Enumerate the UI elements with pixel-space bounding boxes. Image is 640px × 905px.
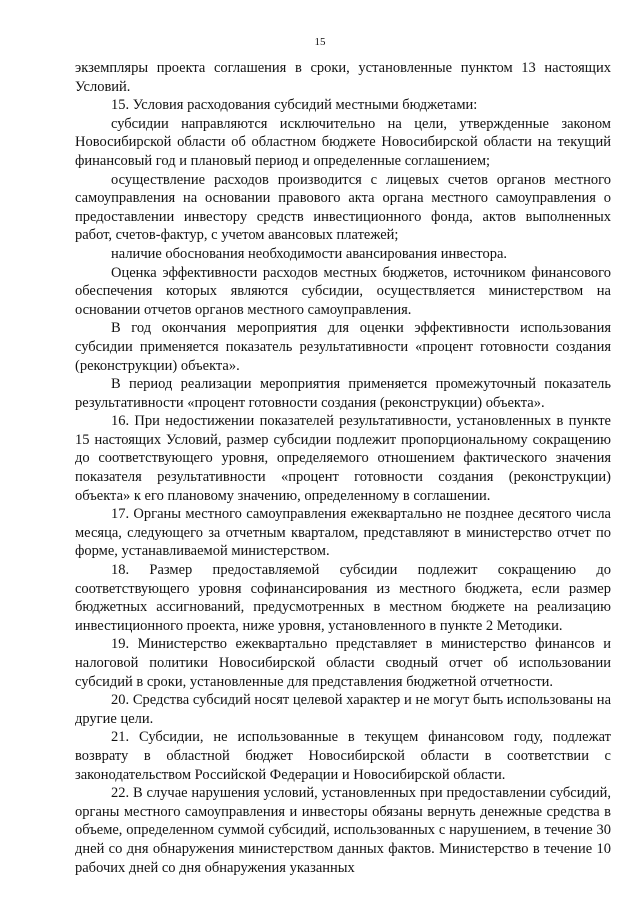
paragraph-item-15-heading: 15. Условия расходования субсидий местными бюджетами: <box>111 97 478 114</box>
paragraph-subsidy-purpose: субсидии направляются исключительно на цели, утвержденные законом Новосибирской области об областном бюджете Новосибирской области на текущий финансовый год и плановый период и определенные соглашением; <box>75 115 611 169</box>
paragraph-item-20: 20. Средства субсидий носят целевой характер и не могут быть использованы на другие цели. <box>75 692 611 727</box>
paragraph-efficiency-evaluation: Оценка эффективности расходов местных бюджетов, источником финансового обеспечения которых являются субсидии, осуществляется министерством на основании отчетов органов местного самоуправления. <box>75 264 611 318</box>
paragraph-interim-indicator: В период реализации мероприятия применяется промежуточный показатель результативности «процент готовности создания (реконструкции) объекта». <box>75 376 611 411</box>
document-body <box>75 59 611 877</box>
paragraph-item-21: 21. Субсидии, не использованные в текущем финансовом году, подлежат возврату в областной бюджет Новосибирской области в соответствии с законодательством Российской Федерации и Новосибирской области. <box>75 729 611 783</box>
page-number: 15 <box>314 36 326 48</box>
paragraph-continuation: экземпляры проекта соглашения в сроки, установленные пунктом 13 настоящих Условий. <box>75 60 611 95</box>
paragraph-item-16: 16. При недостижении показателей результативности, установленных в пункте 15 настоящих Условий, размер субсидии подлежит пропорциональному сокращению до соответствующего уровня, определяемого отношением фактического значения показателя результативности «процент готовности создания (реконструкции) объекта» к его плановому значению, определенному в соглашении. <box>75 413 611 504</box>
paragraph-item-19: 19. Министерство ежеквартально представляет в министерство финансов и налоговой политики Новосибирской области сводный отчет об использовании субсидий в сроки, установленные для представления бюджетной отчетности. <box>75 636 611 690</box>
paragraph-item-17: 17. Органы местного самоуправления ежеквартально не позднее десятого числа месяца, следующего за отчетным кварталом, представляют в министерство отчет по форме, устанавливаемой министерством. <box>75 506 611 560</box>
paragraph-advance-justification: наличие обоснования необходимости авансирования инвестора. <box>111 245 508 262</box>
paragraph-item-18: 18. Размер предоставляемой субсидии подлежит сокращению до соответствующего уровня софинансирования из местного бюджета, если размер бюджетных ассигнований, предусмотренных в местном бюджете на реализацию инвестиционного проекта, ниже уровня, установленного в пункте 2 Методики. <box>75 562 611 634</box>
paragraph-final-year-indicator: В год окончания мероприятия для оценки эффективности использования субсидии применяется показатель результативности «процент готовности создания (реконструкции) объекта». <box>75 320 611 374</box>
paragraph-expense-execution: осуществление расходов производится с лицевых счетов органов местного самоуправления на основании правового акта органа местного самоуправления о предоставлении инвестору средств инвестиционного фонда, актов выполненных работ, счетов-фактур, с учетом авансовых платежей; <box>75 171 611 244</box>
paragraph-item-22: 22. В случае нарушения условий, установленных при предоставлении субсидий, органы местного самоуправления и инвесторы обязаны вернуть денежные средства в объеме, определенном суммой субсидий, использованных с нарушением, в течение 30 дней со дня обнаружения министерством данных фактов. Министерство в течение 10 рабочих дней со дня обнаружения указанных <box>75 785 611 876</box>
